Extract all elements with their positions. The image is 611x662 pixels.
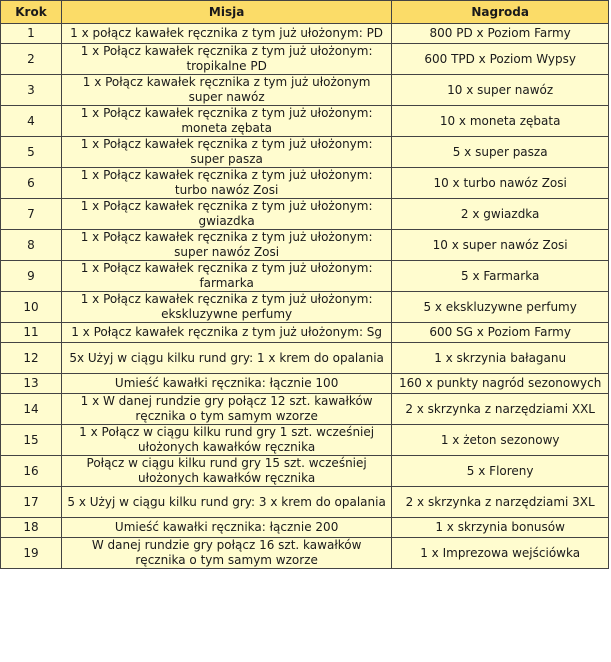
- cell-krok: 14: [1, 394, 62, 425]
- cell-nagroda: 5 x Floreny: [392, 456, 609, 487]
- cell-krok: 15: [1, 425, 62, 456]
- header-misja: Misja: [61, 1, 391, 24]
- cell-krok: 12: [1, 343, 62, 374]
- cell-krok: 18: [1, 518, 62, 538]
- cell-misja: 1 x Połącz kawałek ręcznika z tym już ułożonym: Sg: [61, 323, 391, 343]
- cell-nagroda: 2 x skrzynka z narzędziami 3XL: [392, 487, 609, 518]
- cell-misja: 1 x Połącz w ciągu kilku rund gry 1 szt. wcześniej ułożonych kawałków ręcznika: [61, 425, 391, 456]
- cell-nagroda: 600 TPD x Poziom Wypsy: [392, 44, 609, 75]
- cell-krok: 5: [1, 137, 62, 168]
- cell-misja: W danej rundzie gry połącz 16 szt. kawałków ręcznika o tym samym wzorze: [61, 538, 391, 569]
- cell-nagroda: 5 x ekskluzywne perfumy: [392, 292, 609, 323]
- table-row: [1, 230, 609, 261]
- cell-krok: 8: [1, 230, 62, 261]
- cell-krok: 17: [1, 487, 62, 518]
- header-nagroda: Nagroda: [392, 1, 609, 24]
- table-row: [1, 518, 609, 538]
- table-row: [1, 261, 609, 292]
- table-row: [1, 538, 609, 569]
- cell-nagroda: 800 PD x Poziom Farmy: [392, 24, 609, 44]
- cell-nagroda: 160 x punkty nagród sezonowych: [392, 374, 609, 394]
- table-row: [1, 425, 609, 456]
- cell-krok: 4: [1, 106, 62, 137]
- cell-krok: 1: [1, 24, 62, 44]
- cell-krok: 19: [1, 538, 62, 569]
- cell-nagroda: 10 x moneta zębata: [392, 106, 609, 137]
- cell-misja: 1 x połącz kawałek ręcznika z tym już ułożonym: PD: [61, 24, 391, 44]
- cell-misja: 1 x Połącz kawałek ręcznika z tym już ułożonym: tropikalne PD: [61, 44, 391, 75]
- cell-krok: 10: [1, 292, 62, 323]
- table-row: [1, 323, 609, 343]
- cell-misja: Umieść kawałki ręcznika: łącznie 100: [61, 374, 391, 394]
- table-row: [1, 24, 609, 44]
- cell-misja: 1 x Połącz kawałek ręcznika z tym już ułożonym: moneta zębata: [61, 106, 391, 137]
- table-row: [1, 44, 609, 75]
- cell-nagroda: 2 x skrzynka z narzędziami XXL: [392, 394, 609, 425]
- cell-nagroda: 10 x super nawóz Zosi: [392, 230, 609, 261]
- cell-krok: 3: [1, 75, 62, 106]
- cell-misja: 1 x Połącz kawałek ręcznika z tym już ułożonym: farmarka: [61, 261, 391, 292]
- table-row: [1, 292, 609, 323]
- header-krok: Krok: [1, 1, 62, 24]
- table-row: [1, 137, 609, 168]
- cell-nagroda: 5 x super pasza: [392, 137, 609, 168]
- cell-misja: 1 x Połącz kawałek ręcznika z tym już ułożonym: gwiazdka: [61, 199, 391, 230]
- table-row: [1, 487, 609, 518]
- cell-nagroda: 10 x turbo nawóz Zosi: [392, 168, 609, 199]
- cell-nagroda: 1 x skrzynia bałaganu: [392, 343, 609, 374]
- cell-misja: 5x Użyj w ciągu kilku rund gry: 1 x krem do opalania: [61, 343, 391, 374]
- cell-misja: 5 x Użyj w ciągu kilku rund gry: 3 x krem do opalania: [61, 487, 391, 518]
- cell-nagroda: 10 x super nawóz: [392, 75, 609, 106]
- cell-krok: 9: [1, 261, 62, 292]
- table-row: [1, 394, 609, 425]
- cell-nagroda: 1 x skrzynia bonusów: [392, 518, 609, 538]
- table-row: [1, 456, 609, 487]
- cell-nagroda: 1 x żeton sezonowy: [392, 425, 609, 456]
- table-row: [1, 343, 609, 374]
- table-row: [1, 374, 609, 394]
- cell-krok: 16: [1, 456, 62, 487]
- cell-krok: 6: [1, 168, 62, 199]
- cell-misja: 1 x Połącz kawałek ręcznika z tym już ułożonym: super nawóz Zosi: [61, 230, 391, 261]
- table-row: [1, 199, 609, 230]
- cell-krok: 13: [1, 374, 62, 394]
- cell-misja: 1 x Połącz kawałek ręcznika z tym już ułożonym super nawóz: [61, 75, 391, 106]
- cell-misja: Połącz w ciągu kilku rund gry 15 szt. wcześniej ułożonych kawałków ręcznika: [61, 456, 391, 487]
- cell-krok: 11: [1, 323, 62, 343]
- cell-krok: 2: [1, 44, 62, 75]
- cell-nagroda: 2 x gwiazdka: [392, 199, 609, 230]
- cell-misja: 1 x W danej rundzie gry połącz 12 szt. kawałków ręcznika o tym samym wzorze: [61, 394, 391, 425]
- cell-misja: 1 x Połącz kawałek ręcznika z tym już ułożonym: super pasza: [61, 137, 391, 168]
- cell-misja: 1 x Połącz kawałek ręcznika z tym już ułożonym: turbo nawóz Zosi: [61, 168, 391, 199]
- cell-nagroda: 1 x Imprezowa wejściówka: [392, 538, 609, 569]
- table-row: [1, 168, 609, 199]
- table-row: [1, 75, 609, 106]
- table-row: [1, 106, 609, 137]
- cell-misja: 1 x Połącz kawałek ręcznika z tym już ułożonym: ekskluzywne perfumy: [61, 292, 391, 323]
- cell-nagroda: 5 x Farmarka: [392, 261, 609, 292]
- cell-misja: Umieść kawałki ręcznika: łącznie 200: [61, 518, 391, 538]
- cell-nagroda: 600 SG x Poziom Farmy: [392, 323, 609, 343]
- cell-krok: 7: [1, 199, 62, 230]
- header-row: [1, 1, 609, 24]
